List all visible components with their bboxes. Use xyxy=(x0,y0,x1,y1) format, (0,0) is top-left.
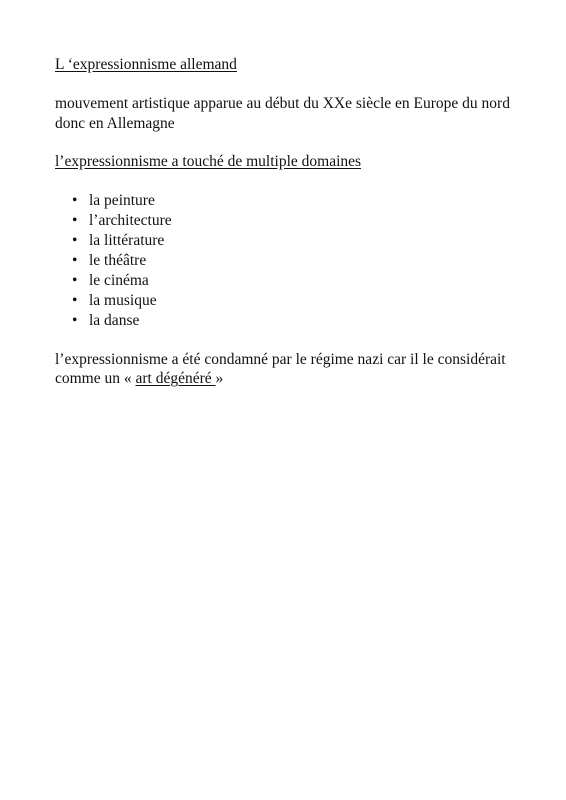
document-title: L ‘expressionnisme allemand xyxy=(55,56,237,73)
list-item xyxy=(55,191,525,211)
list-item xyxy=(55,311,525,331)
closing-quote: » xyxy=(215,370,224,387)
list-item xyxy=(55,231,525,251)
bullet-icon: • xyxy=(72,271,78,289)
list-item-label: la musique xyxy=(89,291,157,309)
intro-paragraph: mouvement artistique apparue au début du XXe siècle en Europe du nord donc en Allemagne xyxy=(55,95,510,132)
art-degenere-term: art dégénéré xyxy=(135,370,216,387)
bullet-icon: • xyxy=(72,191,78,209)
list-item xyxy=(55,251,525,271)
list-item-label: le théâtre xyxy=(89,251,147,269)
bullet-icon: • xyxy=(72,251,78,269)
list-item xyxy=(55,291,525,311)
conclusion-text: l’expressionnisme a été condamné par le régime nazi car il le considérait comme un « xyxy=(55,350,506,387)
list-item-label: la danse xyxy=(89,311,140,329)
domains-list xyxy=(55,191,525,331)
bullet-icon: • xyxy=(72,231,78,249)
list-item xyxy=(55,211,525,231)
list-item-label: le cinéma xyxy=(89,271,149,289)
list-item-label: la peinture xyxy=(89,191,155,209)
list-item-label: l’architecture xyxy=(89,211,172,229)
document-page xyxy=(55,55,525,389)
bullet-icon: • xyxy=(72,211,78,229)
bullet-icon: • xyxy=(72,291,78,309)
domains-heading: l’expressionnisme a touché de multiple domaines xyxy=(55,153,362,170)
bullet-icon: • xyxy=(72,311,78,329)
list-item-label: la littérature xyxy=(89,231,165,249)
list-item xyxy=(55,271,525,291)
conclusion-paragraph xyxy=(55,350,525,389)
